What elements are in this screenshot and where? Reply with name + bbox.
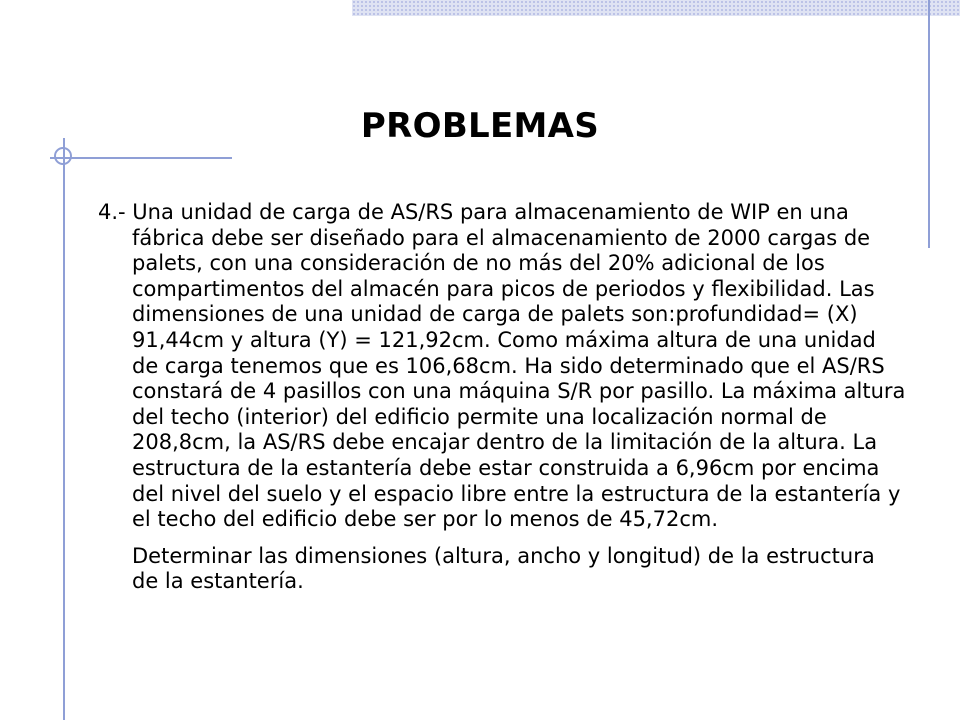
right-decorative-line: [928, 0, 930, 248]
slide-title: PROBLEMAS: [360, 106, 600, 146]
decorative-ring-icon: [54, 147, 72, 165]
horizontal-decorative-line: [50, 157, 232, 159]
top-decorative-band: [352, 0, 960, 16]
problem-statement: 4.- Una unidad de carga de AS/RS para almacenamiento de WIP en una fábrica debe ser diseñado para el almacenamiento de 2000 cargas de palets, con una consideración de no más del 20% adicional de los compartimentos del almacén para picos de periodos y flexibilidad. Las dimensiones de una unidad de carga de palets son:profundidad= (X) 91,44cm y altura (Y) = 121,92cm. Como máxima altura de una unidad de carga tenemos que es 106,68cm. Ha sido determinado que el AS/RS constará de 4 pasillos con una máquina S/R por pasillo. La máxima altura del techo (interior) del edificio permite una localización normal de 208,8cm, la AS/RS debe encajar dentro de la limitación de la altura. La estructura de la estantería debe estar construida a 6,96cm por encima del nivel del suelo y el espacio libre entre la estructura de la estantería y el techo del edificio debe ser por lo menos de 45,72cm.: [98, 200, 906, 532]
problem-question: Determinar las dimensiones (altura, ancho y longitud) de la estructura de la estantería.: [132, 543, 875, 594]
left-decorative-line: [63, 138, 65, 720]
slide-body: [98, 200, 906, 595]
